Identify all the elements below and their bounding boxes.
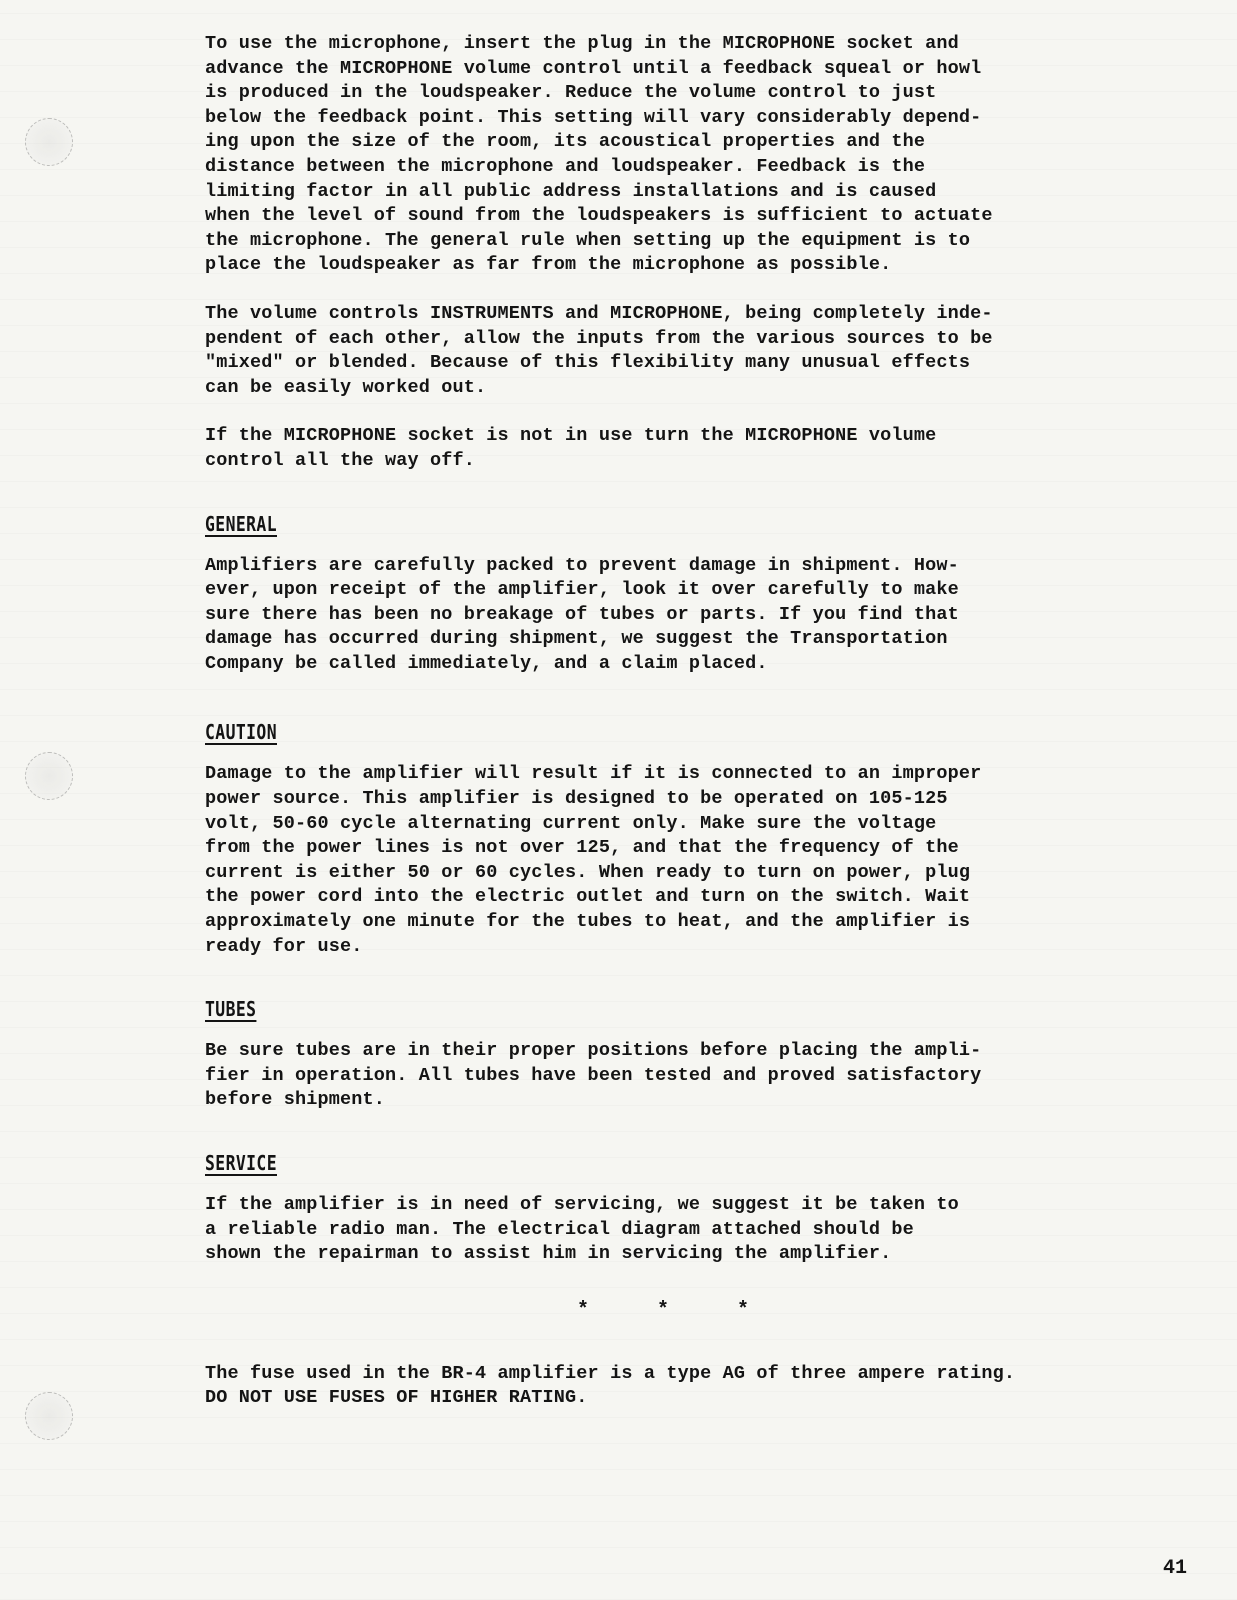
- punch-hole-bottom: [25, 1392, 73, 1440]
- section-separator: * * *: [576, 1298, 777, 1322]
- page-number: 41: [1162, 1557, 1187, 1580]
- paragraph-general: Amplifiers are carefully packed to prevent damage in shipment. How- ever, upon receipt of the amplifier, look it over carefully to make sure there has been no breakage of tubes or parts. If you find that damage has occurred during shipment, we suggest the Transportation Company be called immediately, and a claim placed.: [205, 554, 959, 674]
- paragraph-tubes: Be sure tubes are in their proper positions before placing the ampli- fier in operation. All tubes have been tested and proved satisfactory before shipment.: [205, 1040, 982, 1111]
- paragraph-volume-controls: The volume controls INSTRUMENTS and MICROPHONE, being completely inde- pendent of each other, allow the inputs from the various sources to be "mixed" or blended. Because of this flexibility many unusual effects can be easily worked out.: [205, 302, 993, 398]
- paragraph-microphone-use: To use the microphone, insert the plug in the MICROPHONE socket and advance the MICROPHONE volume control until a feedback squeal or howl is produced in the loudspeaker. Reduce the volume control to just below the feedback point. This setting will vary considerably depend- ing upon the size of the room, its acoustical properties and the distance between the microphone and loudspeaker. Feedback is the limiting factor in all public address installations and is caused when the level of sound from the loudspeakers is sufficient to actuate the microphone. The general rule when setting up the equipment is to place the loudspeaker as far from the microphone as possible.: [205, 33, 993, 276]
- heading-general: GENERAL: [205, 511, 277, 536]
- document-body: [205, 32, 1105, 1411]
- paragraph-service: If the amplifier is in need of servicing, we suggest it be taken to a reliable radio man. The electrical diagram attached should be shown the repairman to assist him in servicing the amplifier.: [205, 1194, 959, 1265]
- paragraph-caution: Damage to the amplifier will result if it is connected to an improper power source. This amplifier is designed to be operated on 105-125 volt, 50-60 cycle alternating current only. Make sure the voltage from the power lines is not over 125, and that the frequency of the current is either 50 or 60 cycles. When ready to turn on power, plug the power cord into the electric outlet and turn on the switch. Wait approximately one minute for the tubes to heat, and the amplifier is ready for use.: [205, 763, 982, 957]
- heading-service: SERVICE: [205, 1151, 277, 1175]
- heading-tubes: TUBES: [205, 997, 257, 1022]
- heading-caution: CAUTION: [205, 720, 277, 745]
- punch-hole-middle: [25, 752, 73, 800]
- punch-hole-top: [25, 118, 73, 166]
- paragraph-fuse-note: The fuse used in the BR-4 amplifier is a type AG of three ampere rating. DO NOT USE FUSES OF HIGHER RATING.: [205, 1362, 1016, 1409]
- paragraph-socket-not-in-use: If the MICROPHONE socket is not in use turn the MICROPHONE volume control all the way off.: [205, 425, 937, 471]
